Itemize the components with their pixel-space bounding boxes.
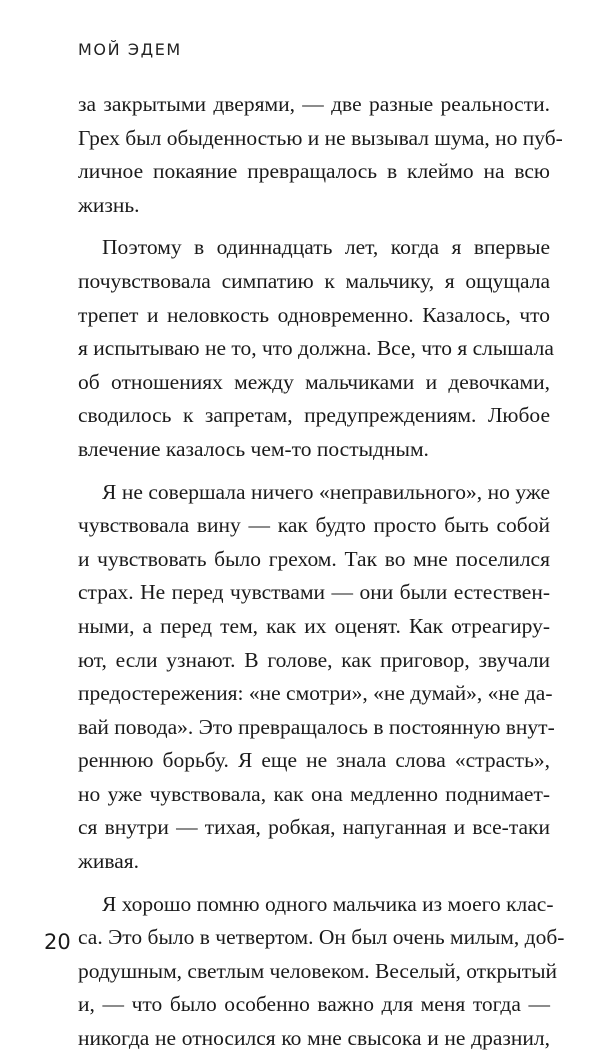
text-line: Я не совершала ничего «неправильного», но уже — [102, 479, 550, 504]
text-line: предостережения: «не смотри», «не думай», «не да- — [78, 681, 553, 706]
text-line: Поэтому в одиннадцать лет, когда я впервые — [102, 235, 550, 260]
text-line: са. Это было в четвертом. Он был очень милым, доб- — [78, 925, 565, 950]
paragraph — [78, 476, 555, 879]
text-line: я испытываю не то, что должна. Все, что я слышала — [78, 336, 554, 361]
text-line: и, — что было особенно важно для меня тогда — — [78, 992, 550, 1017]
text-line: об отношениях между мальчиками и девочками, — [78, 369, 550, 394]
text-line: никогда не относился ко мне свысока и не дразнил, — [78, 1026, 550, 1051]
text-line: Я хорошо помню одного мальчика из моего клас- — [102, 891, 554, 916]
text-line: ся внутри — тихая, робкая, напуганная и все-таки — [78, 815, 550, 840]
text-line: личное покаяние превращалось в клеймо на всю — [78, 159, 550, 184]
body-text — [78, 88, 565, 1056]
paragraph — [78, 231, 554, 466]
text-line: жизнь. — [78, 192, 140, 217]
paragraph — [78, 888, 565, 1056]
text-line: реннюю борьбу. Я еще не знала слова «страсть», — [78, 748, 550, 773]
running-head: МОЙ ЭДЕМ — [78, 40, 182, 59]
text-line: влечение казалось чем-то постыдным. — [78, 436, 429, 461]
text-line: Грех был обыденностью и не вызывал шума, но пуб- — [78, 125, 563, 150]
text-line: но уже чувствовала, как она медленно поднимает- — [78, 781, 550, 806]
text-line: почувствовала симпатию к мальчику, я ощущала — [78, 268, 550, 293]
text-line: вай повода». Это превращалось в постоянную внут- — [78, 714, 555, 739]
text-line: и чувствовать было грехом. Так во мне поселился — [78, 546, 550, 571]
text-line: ют, если узнают. В голове, как приговор, звучали — [78, 647, 550, 672]
text-line: сводилось к запретам, предупреждениям. Любое — [78, 403, 550, 428]
text-line: родушным, светлым человеком. Веселый, открытый — [78, 958, 558, 983]
text-line: страх. Не перед чувствами — они были естествен- — [78, 580, 550, 605]
paragraph — [78, 88, 563, 222]
text-line: ными, а перед тем, как их оценят. Как отреагиру- — [78, 613, 550, 638]
text-line: чувствовала вину — как будто просто быть собой — [78, 513, 550, 538]
page-number: 20 — [44, 930, 71, 954]
text-line: трепет и неловкость одновременно. Казалось, что — [78, 302, 550, 327]
text-line: за закрытыми дверями, — две разные реальности. — [78, 92, 550, 116]
text-line: живая. — [78, 849, 140, 874]
